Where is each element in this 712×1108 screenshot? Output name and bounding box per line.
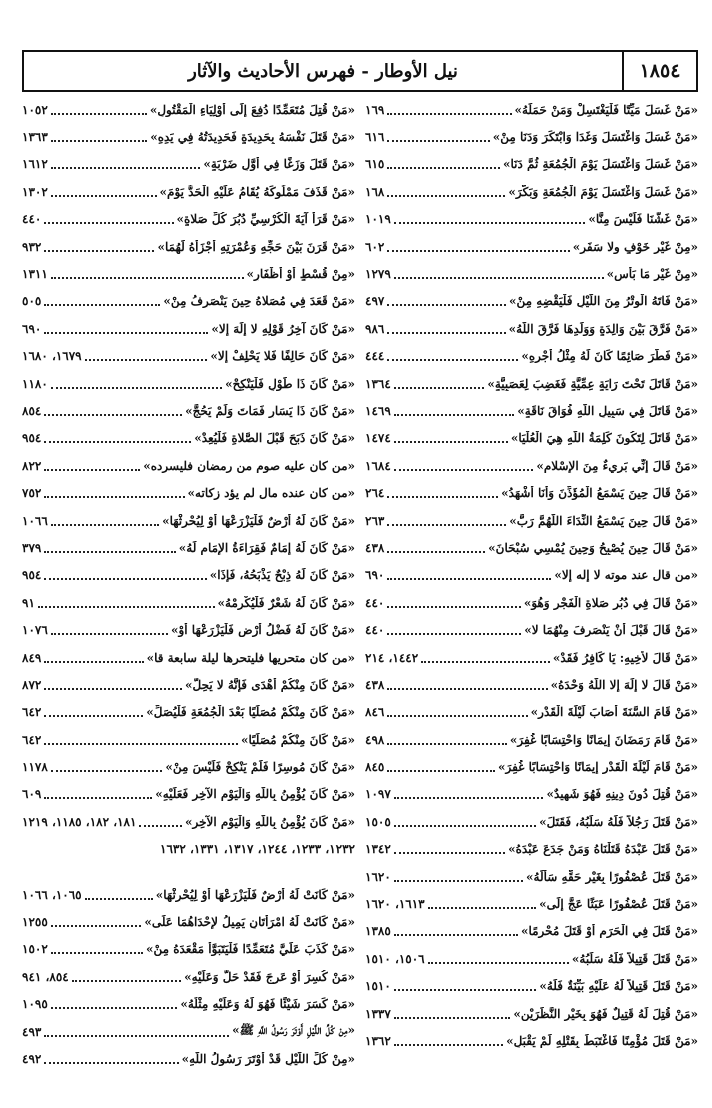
leader-dots (44, 332, 208, 334)
index-entry (365, 918, 698, 945)
entry-text: «مَنْ قَالَ حِينَ يَسْمَعُ النِّدَاءَ اللَّهُمَّ رَبَّ» (509, 513, 698, 528)
index-entry (22, 881, 355, 908)
index-entry (22, 836, 355, 863)
right-column (365, 96, 698, 1096)
leader-dots (394, 1017, 511, 1019)
entry-page-number: ١٥٠٦، ١٥١٠ (365, 951, 425, 966)
index-entry (22, 315, 355, 342)
index-entry (22, 908, 355, 935)
entry-text: «مَنْ قَاتَلَ تَحْتَ رَايَةٍ عِمِّيَّةٍ فَغَضِبَ لِعَصَبِيَّةٍ» (487, 376, 698, 391)
entry-page-number: ١٠١٩ (365, 212, 391, 227)
entry-text: «مَنْ قَتَلَ فِي الْحَرَمِ أَوْ قَتَلَ مُحْرِمًا» (520, 924, 698, 939)
entry-page-number: ١٥٠٢ (22, 942, 48, 957)
entry-text: «مِنْ غَيْرِ خَوْفٍ ولا سَفَرٍ» (572, 239, 698, 254)
leader-dots (387, 359, 518, 361)
entry-page-number: ١٠٥٢ (22, 102, 48, 117)
leader-dots (44, 661, 143, 663)
entry-page-number: ٩٥٤ (22, 431, 42, 446)
leader-dots (394, 880, 523, 882)
index-entry (365, 1027, 698, 1054)
leader-dots (51, 633, 168, 635)
entry-page-number: ٤٩٣ (22, 1024, 42, 1039)
entry-text: «مَنْ قُتِلَ دُونَ دِينِهِ فَهُوَ شَهِيدٌ» (546, 787, 698, 802)
entry-text: «مَنْ كَانَ لَهُ فَضْلُ أَرْضٍ فَلْيَزْرَعْهَا أَوْ» (171, 623, 355, 638)
entry-page-number: ٩٨٦ (365, 321, 385, 336)
leader-dots (44, 414, 182, 416)
entry-text: «مَنْ فَاتَهُ الْوِتْرُ مِنَ اللَّيْلِ فَلْيَقْضِهِ مِنْ» (509, 294, 698, 309)
entry-text: «مَنْ قَالَ إِنِّي بَرِيءٌ مِنَ الإِسْلامِ» (536, 458, 698, 473)
leader-dots (387, 496, 498, 498)
leader-dots (51, 1007, 178, 1009)
index-entry (365, 343, 698, 370)
leader-dots (51, 277, 244, 279)
leader-dots (51, 387, 222, 389)
page-number: ١٨٥٤ (622, 52, 696, 90)
leader-dots (85, 898, 153, 900)
entry-text: «مَنْ غَسَلَ وَاغْتَسَلَ يَوْمَ الْجُمُعَةِ وَبَكَّرَ» (508, 184, 698, 199)
leader-dots (38, 606, 215, 608)
entry-text: «مَنْ كَانَ لَهُ شَعْرٌ فَلْيُكْرِمْهُ» (217, 595, 355, 610)
leader-dots (44, 304, 160, 306)
index-entry (365, 616, 698, 643)
leader-dots (387, 524, 506, 526)
index-entry (365, 452, 698, 479)
entry-page-number: ٨٤٩ (22, 650, 42, 665)
entry-page-number: ١٤٤٢، ٢١٤ (365, 650, 419, 665)
entry-page-number: ١٤٦٩ (365, 403, 391, 418)
entry-text: «مَنْ قَتَلَ قَتِيلاً لَهُ عَلَيْهِ بَيِّنَةٌ فَلَهُ» (539, 979, 698, 994)
page-header (22, 50, 698, 92)
leader-dots (394, 852, 505, 854)
leader-dots (51, 195, 157, 197)
index-entry (365, 288, 698, 315)
leader-dots (44, 743, 238, 745)
entry-text: «مَنْ قَامَ رَمَضَانَ إِيمَانًا وَاحْتِسَابًا غُفِرَ» (509, 732, 698, 747)
entry-text: «مَنْ كَانَ مُوسِرًا فَلَمْ يَنْكِحْ فَلَيْسَ مِنْ» (165, 760, 355, 775)
entry-text: «مَنْ كَانَتْ لَهُ امْرَأَتَانِ يَمِيلُ لإِحْدَاهُمَا عَلَى» (144, 915, 355, 930)
leader-dots (387, 551, 485, 553)
index-entry (365, 123, 698, 150)
entry-text: «مَنْ كَسَرَ شَيْئًا فَهُوَ لَهُ وَعَلَيْهِ مِثْلُهُ» (180, 997, 355, 1012)
index-entry (365, 589, 698, 616)
leader-dots (387, 140, 489, 142)
index-entry (365, 397, 698, 424)
entry-page-number: ٤٤٤ (365, 349, 385, 364)
leader-dots (139, 825, 182, 827)
index-entry (365, 206, 698, 233)
entry-text: «مَنْ قَتَلَ وَزَغًا فِي أَوَّلِ ضَرْبَةٍ» (203, 157, 355, 172)
entry-text: «مَنْ كَانَ يُؤْمِنُ بِاللَّهِ وَالْيَوْمِ الآخِرِ فَعَلَيْهِ» (155, 787, 355, 802)
entry-page-number: ١٢٧٩ (365, 267, 391, 282)
entry-text: «مَنْ قُتِلَ لَهُ قَتِيلٌ فَهُوَ بِخَيْرِ النَّظَرَيْنِ» (513, 1006, 698, 1021)
index-entry (22, 781, 355, 808)
index-entry (365, 781, 698, 808)
index-entry (22, 233, 355, 260)
entry-text: «مَنْ كَانَ حَالِفًا فَلا يَحْلِفْ إِلا» (210, 349, 355, 364)
entry-page-number: ١٦٩ (365, 102, 385, 117)
entry-page-number: ٦٠٩ (22, 787, 42, 802)
index-entry (22, 370, 355, 397)
entry-page-number: ١٣٣٧ (365, 1006, 391, 1021)
index-entry (365, 562, 698, 589)
entry-page-number: ٦١٦ (365, 130, 385, 145)
leader-dots (394, 387, 485, 389)
entry-page-number: ٤٩٧ (365, 294, 385, 309)
entry-text: «مَنْ قَالَ فِي دُبُرِ صَلاةِ الْفَجْرِ وَهُوَ» (523, 595, 698, 610)
index-entry (22, 206, 355, 233)
index-entry (22, 507, 355, 534)
index-entry (22, 178, 355, 205)
entry-page-number: ٩٣٢ (22, 239, 42, 254)
entry-page-number: ٦٩٠ (22, 321, 42, 336)
entry-text: «مَنْ قَالَ قَبْلَ أَنْ يَنْصَرِفَ مِنْهُمَا لا» (524, 623, 698, 638)
leader-dots (394, 469, 534, 471)
entry-page-number: ٤٩٨ (365, 732, 385, 747)
entry-page-number: ٩١ (22, 595, 35, 610)
index-entry (22, 562, 355, 589)
index-entry (22, 260, 355, 287)
leader-dots (72, 980, 181, 982)
entry-text: «مَنْ كَذَبَ عَلَيَّ مُتَعَمِّدًا فَلْيَتَبَوَّأْ مَقْعَدَهُ مِنْ» (145, 942, 355, 957)
spacer (22, 863, 355, 881)
entry-text: «مَنْ قَالَ حِينَ يَسْمَعُ الْمُؤَذِّنَ وَأَنَا أَشْهَدُ» (501, 486, 698, 501)
leader-dots (44, 1035, 229, 1037)
leader-dots (387, 578, 551, 580)
leader-dots (44, 797, 152, 799)
index-entry (365, 151, 698, 178)
index-entry (365, 534, 698, 561)
leader-dots (51, 524, 159, 526)
entry-page-number: ١٢٥٥ (22, 915, 48, 930)
entry-page-number: ١٦٧٩، ١٦٨٠ (22, 349, 82, 364)
leader-dots (394, 825, 536, 827)
entry-page-number: ٤٤٠ (365, 595, 385, 610)
entry-page-number: ٨٤٥ (365, 760, 385, 775)
entry-page-number: ١٤٧٤ (365, 431, 391, 446)
entry-page-number: ٥٠٥ (22, 294, 42, 309)
leader-dots (387, 770, 495, 772)
entry-page-number: ٦٤٢ (22, 705, 42, 720)
index-entry (22, 452, 355, 479)
entry-page-number: ١٣٨٥ (365, 924, 391, 939)
leader-dots (394, 277, 604, 279)
index-entry (22, 343, 355, 370)
leader-dots (394, 1044, 503, 1046)
index-entry (22, 123, 355, 150)
entry-text: «مَنْ قَتَلَ عَبْدَهُ قَتَلْنَاهُ وَمَنْ جَدَعَ عَبْدَهُ» (508, 842, 698, 857)
entry-page-number: ٢٦٣ (365, 513, 385, 528)
entry-text: «من كان عليه صوم من رمضان فليسرده» (143, 458, 355, 473)
leader-dots (394, 441, 508, 443)
leader-dots (85, 359, 208, 361)
entry-page-number: ١٦٨٤ (365, 458, 391, 473)
index-entry (22, 644, 355, 671)
leader-dots (44, 551, 175, 553)
entry-page-number: ١٣٦٤ (365, 376, 391, 391)
index-entry (365, 233, 698, 260)
entry-text: «من كان متحريها فليتحرها ليلة سابعة قا» (146, 650, 355, 665)
leader-dots (387, 332, 505, 334)
leader-dots (394, 989, 537, 991)
leader-dots (51, 140, 147, 142)
entry-text: «مِنْ كُلِّ اللَّيْلِ قَدْ أَوْتَرَ رَسُولُ اللَّهِ» (181, 1051, 355, 1066)
leader-dots (421, 661, 550, 663)
entry-page-number: ١٠٦٥، ١٠٦٦ (22, 887, 82, 902)
leader-dots (44, 496, 184, 498)
leader-dots (51, 952, 143, 954)
entry-text: «مَنْ قَذَفَ مَمْلُوكَهُ يُقَامُ عَلَيْهِ الْحَدُّ يَوْمَ» (159, 184, 355, 199)
index-entry (365, 808, 698, 835)
entry-text: «مَنْ غَسَلَ وَاغْتَسَلَ يَوْمَ الْجُمُعَةِ ثُمَّ دَنَا» (502, 157, 698, 172)
entry-text: «مَنْ قَالَ لا إِلَهَ إِلا اللَّهُ وَحْدَهُ» (550, 677, 698, 692)
entry-page-number: ٤٣٨ (365, 540, 385, 555)
index-entry (365, 178, 698, 205)
entry-text: «مَنْ كَانَ لَهُ أَرْضٌ فَلْيَزْرَعْهَا أَوْ لِيُحْرِثْهَا» (162, 513, 355, 528)
entry-text: «مَنْ قَرَأَ آيَةَ الْكُرْسِيِّ دُبُرَ كُلِّ صَلاةٍ» (176, 212, 355, 227)
entry-page-number: ٣٧٩ (22, 540, 42, 555)
entry-text: «مَنْ قَعَدَ فِي مُصَلاهُ حِينَ يَنْصَرِفُ مِنْ» (163, 294, 355, 309)
entry-text: «مِنْ غَيْرِ مَا بَأْسٍ» (606, 267, 698, 282)
entry-page-number: ١٠٩٧ (365, 787, 391, 802)
entry-page-number: ٦٤٢ (22, 732, 42, 747)
entry-text: «مَنْ قَامَ لَيْلَةَ الْقَدْرِ إِيمَانًا وَاحْتِسَابًا غُفِرَ» (497, 760, 698, 775)
index-entry (22, 936, 355, 963)
entry-page-number: ٨٧٢ (22, 677, 42, 692)
index-entry (22, 1018, 355, 1045)
index-entry (365, 863, 698, 890)
leader-dots (44, 1062, 178, 1064)
entry-text: «مَنْ كَانَ لَهُ إِمَامٌ فَقِرَاءَةُ الإِمَامِ لَهُ» (178, 540, 355, 555)
entry-page-number: ٢٦٤ (365, 486, 385, 501)
entry-text: «مِنْ كُلِّ اللَّيْلِ أَوْتَرَ رَسُولُ اللَّهِ ﷺ» (232, 1023, 355, 1038)
entry-page-number: ١٨١، ١٨٢، ١١٨٥، ١٢١٩ (22, 814, 137, 829)
entry-text: «مَنْ كُسِرَ أَوْ عَرِجَ فَقَدْ حَلَّ وَعَلَيْهِ» (184, 969, 355, 984)
index-entry (22, 616, 355, 643)
entry-text: «مَنْ قَامَ السَّنَةَ أَصَابَ لَيْلَةَ الْقَدْرِ» (530, 705, 698, 720)
entry-text: «مَنْ كَانَ لَهُ ذِبْحٌ يَذْبَحُهُ، فَإِذَا» (209, 568, 355, 583)
index-entry (22, 288, 355, 315)
leader-dots (51, 770, 163, 772)
leader-dots (394, 797, 544, 799)
leader-dots (387, 195, 505, 197)
entry-page-number: ١٦١٣، ١٦٢٠ (365, 897, 425, 912)
entry-text: «مَنْ قَالَ حِينَ يُصْبِحُ وَحِينَ يُمْسِي سُبْحَانَ» (488, 540, 698, 555)
leader-dots (44, 715, 143, 717)
entry-page-number: ١٠٧٦ (22, 623, 48, 638)
leader-dots (387, 250, 569, 252)
leader-dots (44, 469, 140, 471)
entry-page-number: ١٣١١ (22, 267, 48, 282)
index-entry (365, 671, 698, 698)
leader-dots (51, 925, 142, 927)
entry-text: «مَنْ قَتَلَ رَجُلاً فَلَهُ سَلَبُهُ، فَقَتَلَ» (539, 814, 698, 829)
entry-text: «مَنْ قُتِلَ مُتَعَمِّدًا دُفِعَ إِلَى أَوْلِيَاءِ الْمَقْتُولِ» (149, 102, 355, 117)
entry-text: «مَنْ فَطَّرَ صَائِمًا كَانَ لَهُ مِثْلُ أَجْرِهِ» (521, 349, 698, 364)
entry-text: «مَنْ قَتَلَ مُؤْمِنًا فَاغْتَبَطَ بِقَتْلِهِ لَمْ يَقْبَلِ» (506, 1033, 698, 1048)
entry-text: «مَنْ غَسَلَ مَيِّتًا فَلْيَغْتَسِلْ وَمَنْ حَمَلَهُ» (514, 102, 698, 117)
index-entry (365, 945, 698, 972)
entry-page-number: ١٣٤٢ (365, 842, 391, 857)
leader-dots (51, 167, 201, 169)
index-entry (22, 96, 355, 123)
index-entry (365, 699, 698, 726)
entry-page-number: ٨٥٤ (22, 403, 42, 418)
index-entry (22, 589, 355, 616)
index-entry (22, 991, 355, 1018)
leader-dots (387, 633, 521, 635)
index-entry (365, 315, 698, 342)
entry-text: «مَنْ قَتَلَ عُصْفُورًا عَبَثًا عَجَّ إِلَى» (539, 897, 698, 912)
entry-page-number: ٤٣٨ (365, 677, 385, 692)
entry-text: «من كان عنده مال لم يؤد زكاته» (187, 486, 355, 501)
leader-dots (428, 907, 537, 909)
leader-dots (394, 222, 586, 224)
entry-text: «مَنْ كَانَ مِنْكُمْ مُصَلِّيًا» (240, 732, 355, 747)
leader-dots (44, 250, 154, 252)
entry-page-number: ١٥٠٥ (365, 814, 391, 829)
entry-text: «مَنْ كَانَ آخِرُ قَوْلِهِ لا إِلَهَ إِلا» (211, 321, 355, 336)
leader-dots (387, 304, 506, 306)
index-entry (22, 671, 355, 698)
entry-text: «مِنْ قُسْطٍ أَوْ أَظْفَارٍ» (246, 267, 355, 282)
entry-text: «من قال عند موته لا إله إلا» (554, 568, 698, 583)
index-entry (365, 973, 698, 1000)
entry-page-number: ٩٥٤ (22, 568, 42, 583)
entry-page-number: ١٥١٠ (365, 979, 391, 994)
entry-page-number: ٤٤٠ (365, 623, 385, 638)
index-entry (22, 397, 355, 424)
entry-page-number: ٦٩٠ (365, 568, 385, 583)
entry-page-number: ٨٤٦ (365, 705, 385, 720)
entry-text: «مَنْ غَشَّنَا فَلَيْسَ مِنَّا» (588, 212, 698, 227)
entry-page-number: ١٣٠٢ (22, 184, 48, 199)
entry-text: «مَنْ فَرَّقَ بَيْنَ وَالِدَةٍ وَوَلَدِهَا فَرَّقَ اللَّهُ» (508, 321, 698, 336)
index-entry (365, 753, 698, 780)
index-entry (365, 507, 698, 534)
page-title: نيل الأوطار - فهرس الأحاديث والآثار (188, 60, 458, 82)
index-entry (22, 479, 355, 506)
index-entry (365, 370, 698, 397)
leader-dots (44, 578, 206, 580)
entry-text: «مَنْ قَتَلَ قَتِيلاً فَلَهُ سَلَبُهُ» (571, 951, 698, 966)
index-entry (22, 726, 355, 753)
leader-dots (428, 962, 569, 964)
leader-dots (394, 414, 515, 416)
entry-text: «مَنْ قَتَلَ عُصْفُورًا بِغَيْرِ حَقِّهِ سَأَلَهُ» (526, 869, 698, 884)
leader-dots (44, 441, 191, 443)
index-entry (22, 1045, 355, 1072)
index-entry (22, 753, 355, 780)
leader-dots (44, 688, 182, 690)
entry-page-number: ٧٥٢ (22, 486, 42, 501)
index-entry (365, 425, 698, 452)
entry-text: «مَنْ كَانَ ذَا طَوْلٍ فَلْيَنْكِحْ» (225, 376, 355, 391)
index-entry (22, 425, 355, 452)
entry-text: «مَنْ غَسَلَ وَاغْتَسَلَ وَغَدَا وَابْتَكَرَ وَدَنَا مِنْ» (492, 130, 698, 145)
leader-dots (387, 688, 547, 690)
entry-text: «مَنْ كَانَ مِنْكُمْ أَهْدَى فَإِنَّهُ لا يَحِلُّ» (184, 677, 355, 692)
entry-page-number: ١٣٦٢ (365, 1033, 391, 1048)
index-columns (22, 96, 698, 1096)
entry-page-number: ١١٨٠ (22, 376, 48, 391)
index-entry (365, 96, 698, 123)
entry-page-number: ١٦١٢ (22, 157, 48, 172)
index-entry (22, 808, 355, 835)
entry-page-number: ١٦٢٠ (365, 869, 391, 884)
entry-text: «مَنْ قَالَ لأَخِيهِ: يَا كَافِرُ فَقَدْ» (552, 650, 698, 665)
index-entry (22, 963, 355, 990)
index-entry (365, 890, 698, 917)
entry-page-number: ١٢٣٢، ١٢٣٣، ١٢٤٤، ١٣١٧، ١٣٣١، ١٦٣٢ (160, 842, 355, 857)
leader-dots (51, 113, 147, 115)
entry-text: «مَنْ قَاتَلَ فِي سَبِيلِ اللَّهِ فُوَاقَ نَاقَةٍ» (517, 403, 698, 418)
entry-page-number: ٨٢٢ (22, 458, 42, 473)
index-entry (22, 151, 355, 178)
index-entry (22, 534, 355, 561)
index-entry (365, 260, 698, 287)
leader-dots (387, 743, 507, 745)
entry-text: «مَنْ كَانَ يُؤْمِنُ بِاللَّهِ وَالْيَوْمِ الآخِرِ» (184, 814, 355, 829)
entry-page-number: ١١٧٨ (22, 760, 48, 775)
entry-page-number: ٨٥٤، ٩٤١ (22, 969, 69, 984)
leader-dots (44, 222, 173, 224)
index-entry (365, 726, 698, 753)
entry-text: «مَنْ كَانَ ذَا يَسَارٍ فَمَاتَ وَلَمْ يَحُجَّ» (185, 403, 355, 418)
entry-page-number: ٤٩٢ (22, 1051, 42, 1066)
entry-text: «مَنْ قَرَنَ بَيْنَ حَجِّهِ وَعُمْرَتِهِ أَجْزَأَهُ لَهُمَا» (157, 239, 355, 254)
left-column (22, 96, 355, 1096)
entry-text: «مَنْ قَاتَلَ لِتَكُونَ كَلِمَةُ اللَّهِ هِيَ الْعُلْيَا» (510, 431, 698, 446)
entry-text: «مَنْ قَتَلَ نَفْسَهُ بِحَدِيدَةٍ فَحَدِيدَتُهُ فِي يَدِهِ» (150, 130, 355, 145)
entry-page-number: ٦١٥ (365, 157, 385, 172)
leader-dots (387, 715, 527, 717)
index-entry (22, 699, 355, 726)
leader-dots (387, 606, 520, 608)
index-entry (365, 836, 698, 863)
leader-dots (387, 113, 511, 115)
entry-page-number: ١٣٦٣ (22, 130, 48, 145)
entry-page-number: ١٠٩٥ (22, 997, 48, 1012)
index-entry (365, 479, 698, 506)
leader-dots (387, 167, 500, 169)
entry-text: «مَنْ كَانَ مِنْكُمْ مُصَلِّيًا بَعْدَ الْجُمُعَةِ فَلْيُصَلِّ» (146, 705, 355, 720)
leader-dots (394, 934, 518, 936)
entry-page-number: ٤٤٠ (22, 212, 42, 227)
index-entry (365, 1000, 698, 1027)
entry-text: «مَنْ كَانَتْ لَهُ أَرْضٌ فَلْيَزْرَعْهَا أَوْ لِيُحْرِثْهَا» (155, 887, 355, 902)
entry-text: «مَنْ كَانَ ذَبَحَ قَبْلَ الصَّلاةِ فَلْيُعِدْ» (194, 431, 355, 446)
index-entry (365, 644, 698, 671)
entry-page-number: ١٦٨ (365, 184, 385, 199)
entry-page-number: ١٠٦٦ (22, 513, 48, 528)
entry-page-number: ٦٠٢ (365, 239, 385, 254)
